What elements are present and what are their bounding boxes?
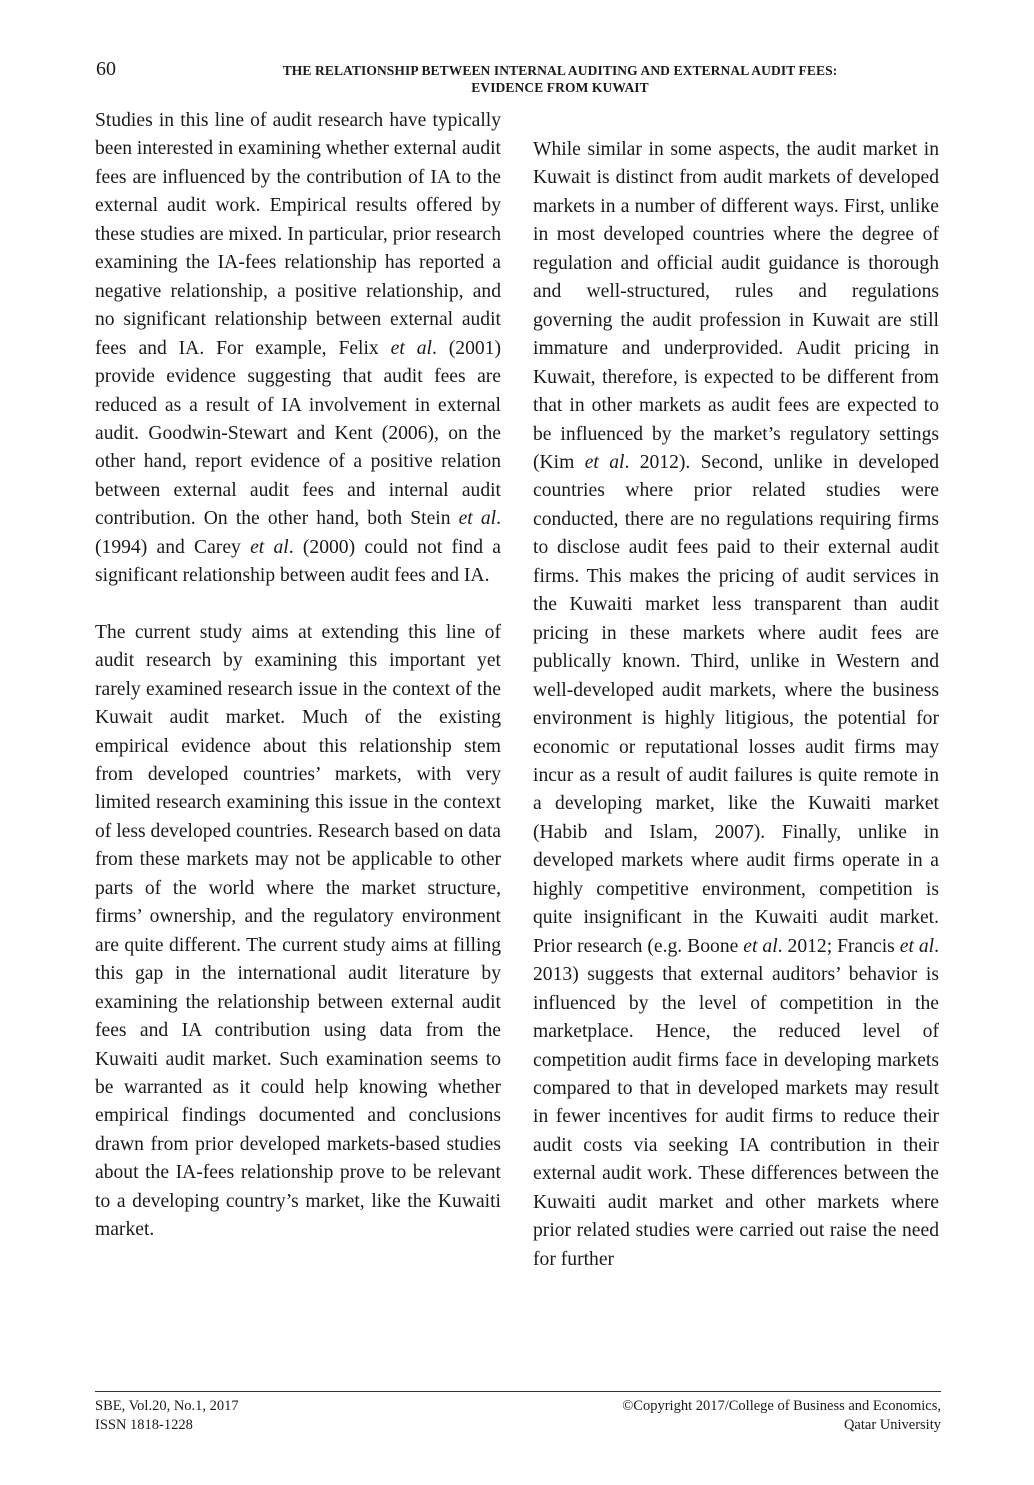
running-head [180, 62, 940, 96]
text-run: . 2012; Francis [777, 935, 900, 957]
italic-et-al: et al [584, 451, 625, 473]
paragraph: The current study aims at extending this line of audit research by examining this important yet rarely examined research issue in the context of the Kuwait audit market. Much of the existing empirical evidence about this relationship stem from developed countries’ markets, with very limited research examining this issue in the context of less developed countries. Research based on data from these markets may not be applicable to other parts of the world where the market structure, firms’ ownership, and the regulatory environment are quite different. The current study aims at filling this gap in the international audit literature by examining the relationship between external audit fees and IA contribution using data from the Kuwaiti audit market. Such examination seems to be warranted as it could help knowing whether empirical findings documented and conclusions drawn from prior developed markets-based studies about the IA-fees relationship prove to be relevant to a developing country’s market, like the Kuwaiti market. [95, 621, 501, 1241]
running-head-line-2: EVIDENCE FROM KUWAIT [471, 80, 649, 95]
italic-et-al: et al [743, 935, 778, 957]
running-head-line-1: THE RELATIONSHIP BETWEEN INTERNAL AUDITING AND EXTERNAL AUDIT FEES: [282, 63, 838, 78]
italic-et-al: et al [899, 935, 935, 957]
right-column [533, 136, 939, 1274]
text-run: . (2000) could not find a significant relationship between audit fees and IA. [95, 536, 501, 587]
text-run: Studies in this line of audit research have typically been interested in examining whether external audit fees are influenced by the contribution of IA to the external audit work. Empirical results offered by these studies are mixed. In particular, prior research examining the IA-fees relationship has reported a negative relationship, a positive relationship, and no significant relationship between external audit fees and IA. For example, Felix [95, 110, 501, 359]
footer-journal-info [95, 1397, 239, 1435]
text-run: . 2013) suggests that external auditors’ behavior is influenced by the level of competition in the marketplace. Hence, the reduced level of competition audit firms face in developing markets compared to that in developed markets may result in fewer incentives for audit firms to reduce their audit costs via seeking IA contribution in their external audit work. These differences between the Kuwaiti audit market and other markets where prior related studies were carried out raise the need for further [533, 935, 940, 1270]
footer-volume: SBE, Vol.20, No.1, 2017 [95, 1398, 239, 1414]
left-column [95, 107, 501, 1245]
text-run: . 2012). Second, unlike in developed countries where prior related studies were conducted, there are no regulations requiring firms to disclose audit fees paid to their external audit firms. This makes the pricing of audit services in the Kuwaiti market less transparent than audit pricing in these markets where audit fees are publically known. Third, unlike in Western and well-developed audit markets, where the business environment is highly litigious, the potential for economic or reputational losses audit firms may incur as a result of audit failures is quite remote in a developing market, like the Kuwaiti market (Habib and Islam, 2007). Finally, unlike in developed markets where audit firms operate in a highly competitive environment, competition is quite insignificant in the Kuwaiti audit market. Prior research (e.g. Boone [533, 451, 939, 957]
italic-et-al: et al [458, 508, 497, 530]
text-run: While similar in some aspects, the audit market in Kuwait is distinct from audit markets of developed markets in a number of different ways. First, unlike in most developed countries where the degree of regulation and official audit guidance is thorough and well-structured, rules and regulations governing the audit profession in Kuwait are still immature and underprovided. Audit pricing in Kuwait, therefore, is expected to be different from that in other markets as audit fees are expected to be influenced by the market’s regulatory settings (Kim [533, 139, 939, 473]
text-run: . (2001) provide evidence suggesting that audit fees are reduced as a result of IA involvement in external audit. Goodwin-Stewart and Kent (2006), on the other hand, report evidence of a positive relation between external audit fees and internal audit contribution. On the other hand, both Stein [95, 337, 502, 530]
footer-copyright [622, 1397, 941, 1435]
italic-et-al: et al [390, 337, 432, 359]
page-number: 60 [96, 58, 116, 80]
footer-issn: ISSN 1818-1228 [95, 1417, 193, 1433]
italic-et-al: et al [250, 536, 289, 558]
footer-divider [95, 1391, 941, 1392]
text-run: . (1994) and Carey [95, 508, 501, 558]
footer-copyright-line-1: ©Copyright 2017/College of Business and Economics, [622, 1398, 941, 1414]
paragraph [95, 107, 501, 591]
paragraph [533, 136, 939, 1274]
footer-copyright-line-2: Qatar University [843, 1417, 941, 1433]
